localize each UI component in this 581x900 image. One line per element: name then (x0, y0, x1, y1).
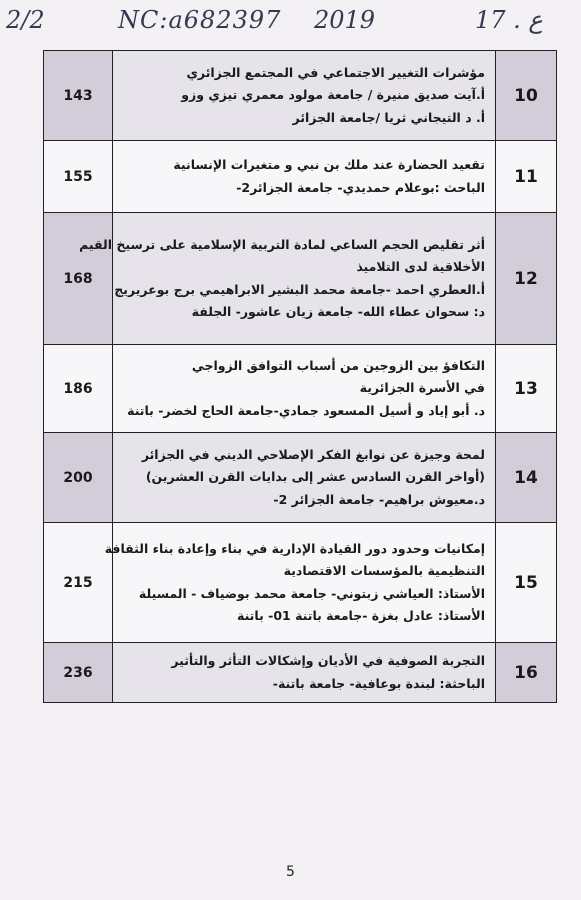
toc-row (44, 643, 557, 703)
page-number: 5 (286, 864, 295, 880)
toc-page-number: 143 (44, 51, 113, 141)
toc-entry-number: 13 (496, 345, 557, 433)
toc-entry-title: إمكانيات وحدود دور القيادة الإدارية في بناء وإعادة بناء الثقافة (104, 540, 485, 556)
toc-row (44, 141, 557, 213)
toc-entry-number: 14 (496, 433, 557, 523)
toc-entry-number: 12 (496, 213, 557, 345)
toc-page-number: 168 (44, 213, 113, 345)
handwritten-header (0, 2, 581, 42)
toc-row (44, 345, 557, 433)
toc-entry-title: التكافؤ بين الزوجين من أسباب التوافق الزواجي (191, 357, 485, 373)
toc-page-number: 215 (44, 523, 113, 643)
toc-entry-line: أ.آيت صديق منيرة / جامعة مولود معمري تيزي وزو (181, 87, 485, 103)
toc-entry-number: 16 (496, 643, 557, 703)
toc-entry-number: 10 (496, 51, 557, 141)
toc-entry-content (113, 345, 496, 433)
toc-entry-line: أ.العطري احمد -جامعة محمد البشير الابراهيمي برج بوعريريج (114, 281, 485, 297)
toc-page-number: 155 (44, 141, 113, 213)
toc-entry-title: مؤشرات التغيير الاجتماعي في المجتمع الجزائري (186, 64, 485, 80)
toc-entry-line: الباحث :بوعلام حمديدي- جامعة الجزائر2- (236, 179, 485, 195)
toc-entry-content (113, 141, 496, 213)
toc-row (44, 433, 557, 523)
toc-entry-line: الأستاذ: عادل بغزة -جامعة باتنة 01- باتنة (237, 608, 485, 623)
handwritten-catalog-code: NC:a682397 (118, 6, 282, 34)
toc-entry-title: التجربة الصوفية في الأديان وإشكالات التأثر والتأثير (171, 653, 485, 668)
toc-entry-title: أثر تقليص الحجم الساعي لمادة التربية الإسلامية على ترسيخ القيم (79, 236, 485, 252)
toc-entry-title: لمحة وجيزة عن نوابغ الفكر الإصلاحي الديني في الجزائر (141, 446, 485, 462)
toc-body (44, 51, 557, 703)
handwritten-page-fraction: 2/2 (6, 6, 45, 34)
toc-entry-title: تقعيد الحضارة عند ملك بن نبي و متغيرات الإنسانية (173, 157, 485, 172)
toc-entry-content (79, 213, 496, 345)
toc-page-number: 236 (44, 643, 113, 703)
toc-row (44, 51, 557, 141)
toc-entry-line: الباحثة: لبندة بوعافية- جامعة باتنة- (272, 675, 485, 691)
handwritten-year: 2019 (314, 6, 376, 34)
toc-entry-content (113, 643, 496, 703)
toc-entry-line: أ. د التيجاني ثريا /جامعة الجزائر (292, 109, 485, 125)
toc-entry-line: (أواخر القرن السادس عشر إلى بدايات القرن العشرين) (145, 469, 485, 485)
toc-entry-line: التنظيمية بالمؤسسات الاقتصادية (283, 563, 485, 578)
toc-entry-number: 15 (496, 523, 557, 643)
toc-entry-line: د: سحوان عطاء الله- جامعة زيان عاشور- الجلفة (191, 304, 485, 319)
toc-row (44, 523, 557, 643)
handwritten-issue-number: ع . 17 (475, 6, 543, 34)
toc-entry-line: الأخلاقية لدى التلاميذ (356, 259, 485, 274)
toc-entry-content (104, 523, 496, 643)
toc-page-number: 200 (44, 433, 113, 523)
toc-entry-line: في الأسرة الجزائرية (359, 380, 485, 396)
toc-entry-number: 11 (496, 141, 557, 213)
toc-entry-line: د. أبو إياد و أسيل المسعود جمادي-جامعة الحاج لخضر- باتنة (127, 402, 485, 418)
toc-entry-line: د.معيوش براهيم- جامعة الجزائر 2- (273, 491, 485, 507)
toc-entry-content (113, 51, 496, 141)
toc-entry-content (113, 433, 496, 523)
toc-row (44, 213, 557, 345)
table-of-contents (43, 50, 557, 703)
toc-page-number: 186 (44, 345, 113, 433)
toc-entry-line: الأستاذ: العياشي زبتوني- جامعة محمد بوضياف - المسيلة (138, 585, 485, 601)
